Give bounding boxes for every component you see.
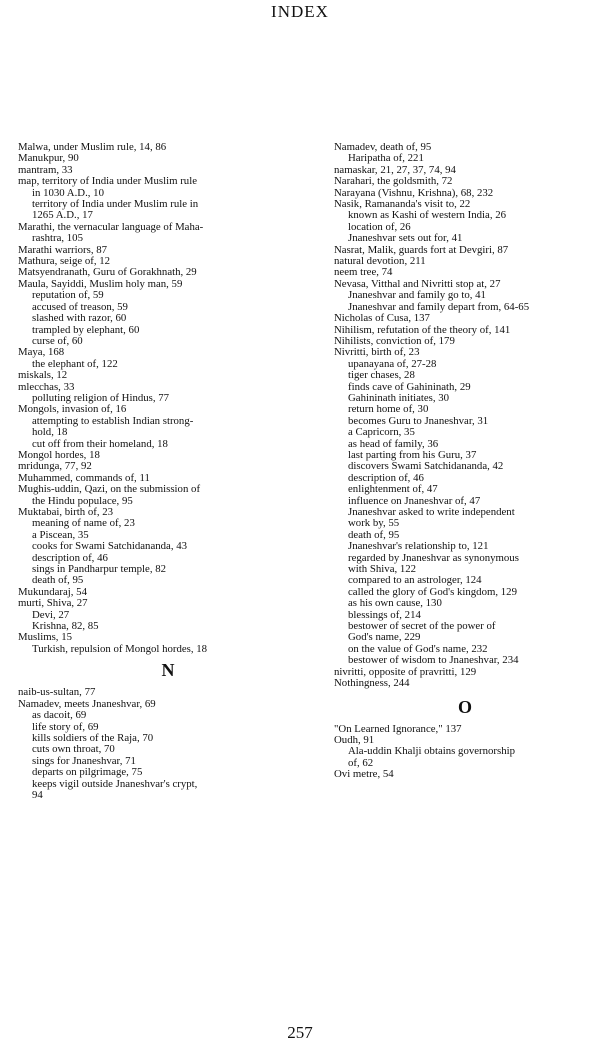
index-subentry: Jnaneshvar sets out for, 41: [348, 232, 463, 245]
index-subentry: slashed with razor, 60: [32, 312, 127, 325]
index-entry: Nasik, Ramananda's visit to, 22: [334, 198, 471, 211]
index-subentry: kills soldiers of the Raja, 70: [32, 731, 154, 744]
index-subentry: hold, 18: [32, 426, 68, 439]
index-entry: Manukpur, 90: [18, 152, 79, 165]
index-subentry: bestower of wisdom to Jnaneshvar, 234: [348, 654, 519, 667]
index-subentry: the Hindu populace, 95: [32, 494, 133, 507]
index-subentry: as dacoit, 69: [32, 709, 87, 722]
index-subentry: Haripatha of, 221: [348, 152, 424, 165]
index-entry: Ovi metre, 54: [334, 768, 394, 781]
index-entry: Nevasa, Vitthal and Nivritti stop at, 27: [334, 277, 501, 290]
index-subentry: upanayana of, 27-28: [348, 357, 437, 370]
section-letter-o: O: [457, 696, 472, 717]
index-subentry: work by, 55: [348, 517, 400, 530]
index-subentry: meaning of name of, 23: [32, 517, 135, 530]
index-entries-m: [18, 142, 318, 655]
index-entry: Maula, Sayiddi, Muslim holy man, 59: [18, 277, 183, 290]
index-subentry: death of, 95: [32, 574, 84, 587]
section-letter-n: N: [161, 660, 175, 681]
index-subentry: 94: [32, 788, 43, 801]
index-subentry: trampled by elephant, 60: [32, 323, 140, 336]
index-entry: Muktabai, birth of, 23: [18, 506, 114, 518]
index-subentry: rashtra, 105: [32, 232, 83, 245]
index-subentry: departs on pilgrimage, 75: [32, 766, 143, 779]
index-entry: map, territory of India under Muslim rule: [18, 175, 198, 188]
index-subentry: cuts own throat, 70: [32, 743, 115, 756]
index-entry: Nothingness, 244: [334, 677, 410, 690]
index-subentry: return home of, 30: [348, 403, 429, 416]
index-entry: "On Learned Ignorance," 137: [334, 722, 462, 735]
index-subentry: a Capricorn, 35: [348, 426, 415, 439]
index-entry: Matsyendranath, Guru of Gorakhnath, 29: [18, 266, 197, 279]
index-subentry: on the value of God's name, 232: [348, 642, 488, 655]
index-entry: Mughis-uddin, Qazi, on the submission of: [18, 483, 201, 496]
index-subentry: of, 62: [348, 756, 374, 769]
index-subentry: bestower of secret of the power of: [348, 620, 496, 633]
index-subentry: in 1030 A.D., 10: [32, 186, 104, 199]
index-entry: miskals, 12: [18, 369, 68, 382]
index-subentry: sings for Jnaneshvar, 71: [32, 754, 136, 767]
index-subentry: the elephant of, 122: [32, 357, 118, 370]
index-subentry: with Shiva, 122: [348, 563, 417, 576]
index-subentry: location of, 26: [348, 220, 411, 233]
index-column-right: [334, 142, 596, 781]
index-subentry: sings in Pandharpur temple, 82: [32, 563, 167, 576]
index-subentry: curse of, 60: [32, 334, 83, 347]
index-entry: Mongol hordes, 18: [18, 448, 100, 461]
index-subentry: Jnaneshvar asked to write independent: [348, 506, 515, 518]
index-subentry: Gahininath initiates, 30: [348, 391, 450, 404]
index-entry: Muhammed, commands of, 11: [18, 471, 150, 484]
index-entry: nivritti, opposite of pravritti, 129: [334, 665, 477, 678]
index-entry: Mathura, seige of, 12: [18, 255, 111, 268]
index-entry: Maya, 168: [18, 346, 65, 359]
index-subentry: blessings of, 214: [348, 608, 421, 621]
index-subentry: territory of India under Muslim rule in: [32, 198, 199, 211]
index-entry: Nihilism, refutation of the theory of, 141: [334, 323, 511, 336]
index-subentry: description of, 46: [32, 551, 108, 564]
index-entry: Namadev, meets Jnaneshvar, 69: [18, 697, 156, 710]
index-entries-n-start: [18, 687, 318, 801]
index-subentry: compared to an astrologer, 124: [348, 574, 482, 587]
index-entry: neem tree, 74: [334, 266, 393, 279]
index-subentry: called the glory of God's kingdom, 129: [348, 585, 517, 598]
index-subentry: tiger chases, 28: [348, 369, 415, 382]
index-entry: Nasrat, Malik, guards fort at Devgiri, 87: [334, 243, 509, 256]
index-entry: Namadev, death of, 95: [334, 141, 432, 153]
index-subentry: enlightenment of, 47: [348, 483, 438, 496]
index-subentry: Jnaneshvar and family go to, 41: [348, 289, 486, 302]
index-subentry: Krishna, 82, 85: [32, 620, 99, 633]
index-subentry: Devi, 27: [32, 608, 70, 621]
index-subentry: attempting to establish Indian strong-: [32, 414, 194, 427]
index-subentry: 1265 A.D., 17: [32, 209, 93, 222]
index-entry: Narahari, the goldsmith, 72: [334, 175, 453, 188]
index-subentry: cooks for Swami Satchidananda, 43: [32, 540, 188, 553]
index-entry: Narayana (Vishnu, Krishna), 68, 232: [334, 186, 494, 199]
index-entry: Nicholas of Cusa, 137: [334, 312, 430, 325]
page-number: 257: [287, 1023, 313, 1042]
index-subentry: regarded by Jnaneshvar as synonymous: [348, 551, 519, 564]
index-subentry: Ala-uddin Khalji obtains governorship: [348, 745, 516, 758]
index-subentry: life story of, 69: [32, 720, 99, 733]
index-entry: Nihilists, conviction of, 179: [334, 334, 455, 347]
index-subentry: Jnaneshvar and family depart from, 64-65: [348, 300, 530, 313]
index-subentry: last parting from his Guru, 37: [348, 448, 477, 461]
index-subentry: a Piscean, 35: [32, 528, 89, 541]
index-entry: mantram, 33: [18, 163, 73, 176]
index-entry: natural devotion, 211: [334, 255, 426, 268]
index-subentry: accused of treason, 59: [32, 300, 128, 313]
index-entry: Malwa, under Muslim rule, 14, 86: [18, 141, 167, 153]
index-subentry: description of, 46: [348, 471, 424, 484]
index-entry: Muslims, 15: [18, 631, 72, 644]
page-title: INDEX: [271, 2, 329, 21]
index-entry: naib-us-sultan, 77: [18, 686, 96, 699]
index-subentry: finds cave of Gahininath, 29: [348, 380, 471, 393]
index-subentry: death of, 95: [348, 528, 400, 541]
index-entry: Nivritti, birth of, 23: [334, 346, 420, 359]
index-entries-n-cont: [334, 142, 596, 690]
index-subentry: discovers Swami Satchidananda, 42: [348, 460, 504, 473]
index-column-left: [18, 142, 318, 801]
index-entry: mridunga, 77, 92: [18, 460, 92, 473]
index-subentry: polluting religion of Hindus, 77: [32, 391, 170, 404]
index-subentry: Turkish, repulsion of Mongol hordes, 18: [32, 642, 208, 655]
index-subentry: Jnaneshvar's relationship to, 121: [348, 540, 489, 553]
index-entries-o: [334, 724, 596, 781]
index-entry: Mongols, invasion of, 16: [18, 403, 127, 416]
index-entry: murti, Shiva, 27: [18, 597, 88, 610]
index-subentry: as head of family, 36: [348, 437, 439, 450]
index-entry: Oudh, 91: [334, 733, 375, 746]
index-subentry: as his own cause, 130: [348, 597, 442, 610]
index-entry: Marathi warriors, 87: [18, 243, 108, 256]
index-subentry: becomes Guru to Jnaneshvar, 31: [348, 414, 489, 427]
index-entry: Mukundaraj, 54: [18, 585, 87, 598]
index-entry: namaskar, 21, 27, 37, 74, 94: [334, 163, 456, 176]
index-subentry: known as Kashi of western India, 26: [348, 209, 507, 222]
index-subentry: God's name, 229: [348, 631, 421, 644]
index-subentry: influence on Jnaneshvar of, 47: [348, 494, 481, 507]
index-entry: Marathi, the vernacular language of Maha-: [18, 220, 204, 233]
index-subentry: keeps vigil outside Jnaneshvar's crypt,: [32, 777, 198, 790]
index-entry: mlecchas, 33: [18, 380, 75, 393]
index-subentry: cut off from their homeland, 18: [32, 437, 168, 450]
index-subentry: reputation of, 59: [32, 289, 104, 302]
